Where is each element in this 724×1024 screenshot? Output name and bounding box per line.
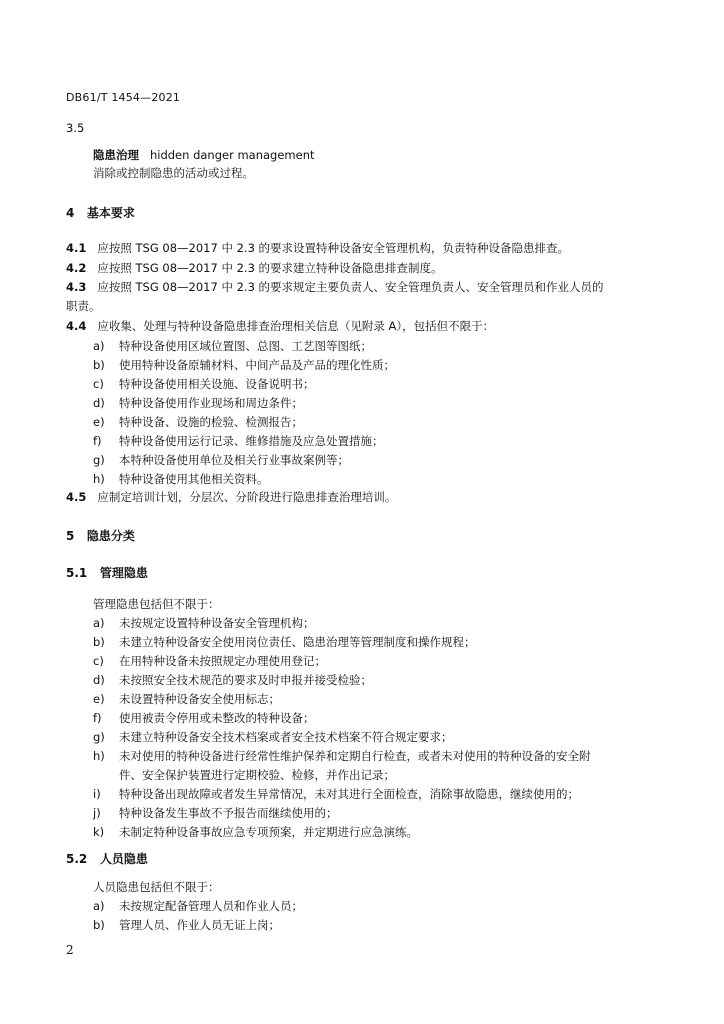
list-item: d) 特种设备使用作业现场和周边条件； — [93, 396, 303, 410]
list-item: g) 未建立特种设备安全技术档案或者安全技术档案不符合规定要求； — [93, 730, 453, 744]
list-item: d) 未按照安全技术规范的要求及时申报并接受检验； — [93, 673, 372, 687]
list-item: j) 特种设备发生事故不予报告而继续使用的； — [93, 806, 338, 820]
list-item: b) 使用特种设备原辅材料、中间产品及产品的理化性质； — [93, 358, 395, 372]
list-item: i) 特种设备出现故障或者发生异常情况，未对其进行全面检查，消除事故隐患，继续使用的； — [93, 787, 579, 801]
list-item: b) 未建立特种设备安全使用岗位责任、隐患治理等管理制度和操作规程； — [93, 635, 476, 649]
section-heading-5 — [66, 529, 135, 543]
clause-4-3-continuation: 职责。 — [66, 299, 101, 313]
section-number: 5 — [66, 529, 75, 543]
list-item: e) 未设置特种设备安全使用标志； — [93, 692, 280, 706]
list-item: a) 特种设备使用区域位置图、总图、工艺图等图纸； — [93, 339, 372, 353]
list-item: c) 特种设备使用相关设施、设备说明书； — [93, 377, 315, 391]
list-item: a) 未按规定配备管理人员和作业人员； — [93, 899, 303, 913]
clause-4-5: 4.5 应制定培训计划，分层次、分阶段进行隐患排查治理培训。 — [66, 490, 397, 504]
clause-4-3: 4.3 应按照 TSG 08—2017 中 2.3 的要求规定主要负责人、安全管理负责人、安全管理员和作业人员的 — [66, 280, 604, 294]
list-item: f) 使用被责令停用或未整改的特种设备； — [93, 711, 315, 725]
section-heading-4 — [66, 206, 135, 220]
subsection-heading-5-1: 5.1 管理隐患 — [66, 566, 148, 580]
list-item: g) 本特种设备使用单位及相关行业事故案例等； — [93, 453, 349, 467]
document-id: DB61/T 1454—2021 — [66, 91, 181, 104]
list-item-continuation: 件、安全保护装置进行定期校验、检修，并作出记录； — [119, 768, 395, 782]
page-number: 2 — [66, 943, 74, 957]
section-title: 基本要求 — [86, 206, 135, 220]
term-definition: 消除或控制隐患的活动或过程。 — [93, 166, 254, 180]
subsection-intro: 管理隐患包括但不限于： — [93, 597, 220, 611]
clause-4-1: 4.1 应按照 TSG 08—2017 中 2.3 的要求设置特种设备安全管理机构，负责特种设备隐患排查。 — [66, 241, 570, 255]
list-item: h) 未对使用的特种设备进行经常性维护保养和定期自行检查，或者未对使用的特种设备的安全附 — [93, 749, 591, 763]
list-item: k) 未制定特种设备事故应急专项预案，并定期进行应急演练。 — [93, 825, 418, 839]
list-item: b) 管理人员、作业人员无证上岗； — [93, 918, 280, 932]
list-item: h) 特种设备使用其他相关资料。 — [93, 472, 269, 486]
clause-4-2: 4.2 应按照 TSG 08—2017 中 2.3 的要求建立特种设备隐患排查制度。 — [66, 261, 443, 275]
clause-number: 3.5 — [66, 121, 85, 135]
list-item: e) 特种设备、设施的检验、检测报告； — [93, 415, 303, 429]
clause-4-4: 4.4 应收集、处理与特种设备隐患排查治理相关信息（见附录 A），包括但不限于： — [66, 319, 495, 333]
list-item: a) 未按规定设置特种设备安全管理机构； — [93, 616, 315, 630]
term-english: hidden danger management — [149, 148, 315, 162]
subsection-intro: 人员隐患包括但不限于： — [93, 880, 220, 894]
subsection-heading-5-2: 5.2 人员隐患 — [66, 852, 148, 866]
term-entry — [93, 148, 315, 162]
section-number: 4 — [66, 206, 75, 220]
section-title: 隐患分类 — [86, 529, 135, 543]
list-item: c) 在用特种设备未按照规定办理使用登记； — [93, 654, 326, 668]
term-chinese: 隐患治理 — [93, 148, 139, 162]
list-item: f) 特种设备使用运行记录、维修措施及应急处置措施； — [93, 434, 384, 448]
